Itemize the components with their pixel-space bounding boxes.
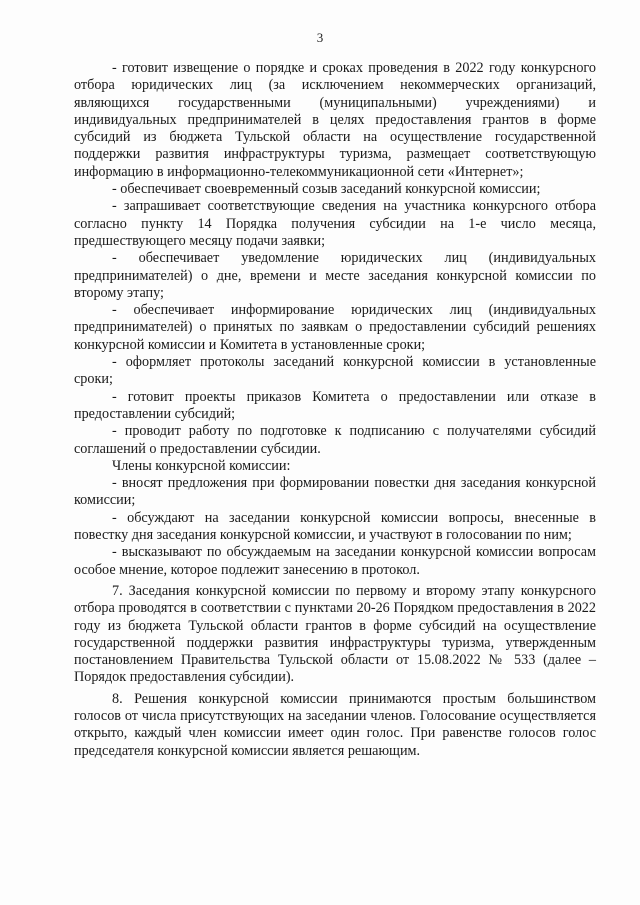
paragraph-item-8: 8. Решения конкурсной комиссии принимаются простым большинством голосов от числа присутствующих на заседании членов. Голосование осуществляется открыто, каждый член комиссии имеет один голос. При равенстве голосов голос председателя конкурсной комиссии является решающим. [74,690,596,759]
paragraph-agreements: - проводит работу по подготовке к подписанию с получателями субсидий соглашений о предоставлении субсидии. [74,423,596,457]
paragraph-convening: - обеспечивает своевременный созыв заседаний конкурсной комиссии; [112,181,541,198]
paragraph-discussion: - обсуждают на заседании конкурсной комиссии вопросы, внесенные в повестку дня заседания конкурсной комиссии, и участвуют в голосовании по ним; [74,509,596,544]
paragraph-item-7: 7. Заседания конкурсной комиссии по первому и второму этапу конкурсного отбора проводятся в соответствии с пунктами 20-26 Порядком предоставления в 2022 году из бюджета Тульской области грантов в форме субсидий на осуществление государственной поддержки развития инфраструктуры туризма, утвержденным постановлением Правительства Тульской области от 15.08.2022 № 533 (далее – Порядок предоставления субсидии). [74,582,596,686]
paragraph-draft-orders: - готовит проекты приказов Комитета о предоставлении или отказе в предоставлении субсидий; [74,388,596,422]
paragraph-proposals: - вносят предложения при формировании повестки дня заседания конкурсной комиссии; [74,475,596,509]
paragraph-minutes: - оформляет протоколы заседаний конкурсной комиссии в установленные сроки; [74,354,596,388]
page-number: 3 [316,30,324,45]
paragraph-informing: - обеспечивает информирование юридических лиц (индивидуальных предпринимателей) о принятых по заявкам о предоставлении субсидий решениях конкурсной комиссии и Комитета в установленные сроки; [74,302,596,353]
paragraph-requests: - запрашивает соответствующие сведения на участника конкурсного отбора согласно пункту 14 Порядка получения субсидии на 1-е число месяца, предшествующего месяцу подачи заявки; [74,198,596,249]
paragraph-dissenting-opinion: - высказывают по обсуждаемым на заседании конкурсной комиссии вопросам особое мнение, которое подлежит занесению в протокол. [74,544,596,578]
paragraph-notification: - обеспечивает уведомление юридических лиц (индивидуальных предпринимателей) о дне, времени и месте заседания конкурсной комиссии по второму этапу; [74,250,596,301]
document-body [74,60,596,760]
paragraph-members-heading: Члены конкурсной комиссии: [112,457,291,474]
paragraph-notice: - готовит извещение о порядке и сроках проведения в 2022 году конкурсного отбора юридических лиц (за исключением некоммерческих организаций, являющихся государственными (муниципальными) учреждениями) и индивидуальных предпринимателей в целях предоставления грантов в форме субсидий из бюджета Тульской области на осуществление государственной поддержки развития инфраструктуры туризма, размещает соответствующую информацию в информационно-телекоммуникационной сети «Интернет»; [74,60,596,180]
